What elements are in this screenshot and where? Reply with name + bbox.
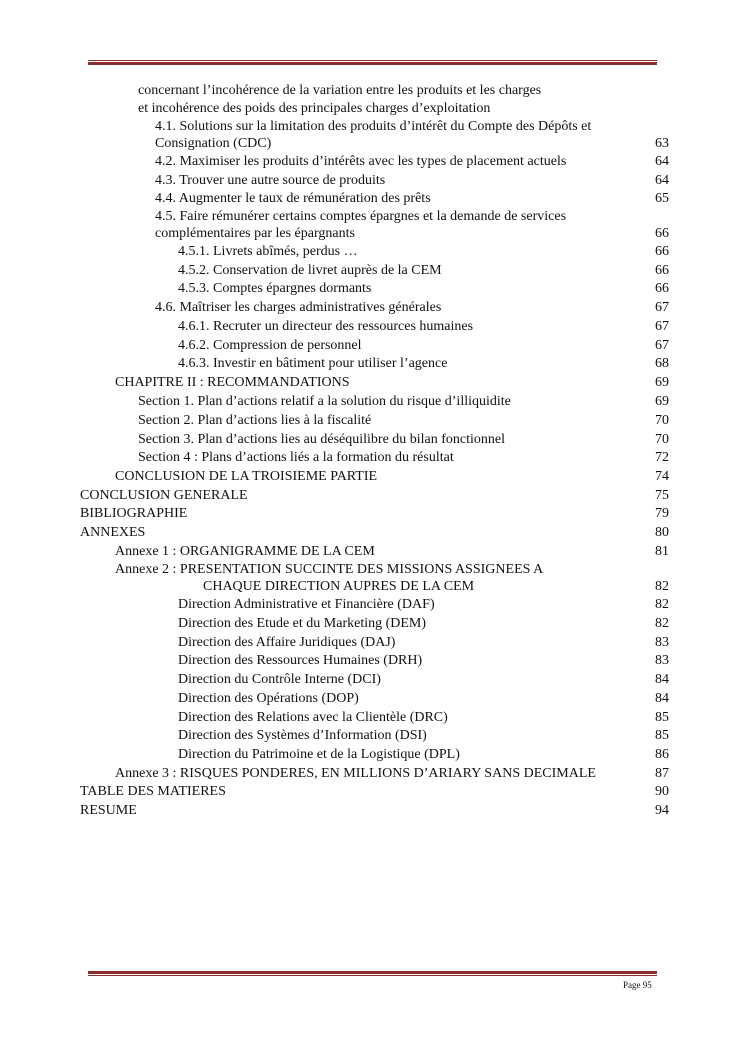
- toc-entry-page: 80: [655, 525, 669, 540]
- toc-entry-page: 66: [655, 281, 669, 296]
- toc-entry-page: 72: [655, 450, 669, 465]
- toc-entry-page: 67: [655, 338, 669, 353]
- toc-entry: [0, 727, 744, 745]
- toc-entry-title: 4.5.3. Comptes épargnes dormants: [178, 281, 372, 296]
- toc-entry-page: 85: [655, 728, 669, 743]
- toc-entry: [0, 596, 744, 614]
- toc-entry-page: 69: [655, 394, 669, 409]
- toc-entry: [0, 487, 744, 505]
- toc-entry-page: 67: [655, 300, 669, 315]
- toc-entry-page: 86: [655, 747, 669, 762]
- toc-entry-title: 4.5. Faire rémunérer certains comptes épargnes et la demande de services: [155, 209, 567, 224]
- toc-entry: [0, 172, 744, 190]
- toc-entry: [0, 578, 744, 596]
- toc-entry: [0, 262, 744, 280]
- toc-entry-page: 66: [655, 226, 669, 241]
- toc-entry-title: CONCLUSION GENERALE: [80, 488, 248, 503]
- toc-entry: [0, 468, 744, 486]
- toc-entry: [0, 505, 744, 523]
- toc-entry-title: TABLE DES MATIERES: [80, 784, 226, 799]
- toc-entry: [0, 746, 744, 764]
- toc-entry-page: 84: [655, 691, 669, 706]
- toc-entry-page: 66: [655, 263, 669, 278]
- toc-entry-title: Direction des Systèmes d’Information (DSI): [178, 728, 427, 743]
- toc-entry: [0, 299, 744, 317]
- toc-entry: [0, 802, 744, 820]
- toc-entry-title: 4.3. Trouver une autre source de produits: [155, 173, 386, 188]
- toc-entry-title: et incohérence des poids des principales charges d’exploitation: [138, 101, 491, 116]
- toc-entry-page: 64: [655, 154, 669, 169]
- toc-entry-page: 94: [655, 803, 669, 818]
- toc-entry-page: 87: [655, 766, 669, 781]
- toc-entry-title: Section 3. Plan d’actions lies au déséquilibre du bilan fonctionnel: [138, 432, 506, 447]
- toc-entry: [0, 280, 744, 298]
- toc-entry-title: 4.4. Augmenter le taux de rémunération des prêts: [155, 191, 431, 206]
- toc-entry-page: 85: [655, 710, 669, 725]
- toc-entry-title: 4.6.3. Investir en bâtiment pour utiliser l’agence: [178, 356, 448, 371]
- toc-entry-title: BIBLIOGRAPHIE: [80, 506, 188, 521]
- toc-entry-title: concernant l’incohérence de la variation entre les produits et les charges: [138, 83, 542, 98]
- page-number: Page 95: [623, 980, 652, 990]
- toc-entry: [0, 449, 744, 467]
- toc-entry-page: 79: [655, 506, 669, 521]
- toc-entry: [0, 690, 744, 708]
- toc-entry: [0, 135, 744, 153]
- toc-entry: [0, 765, 744, 783]
- toc-entry: [0, 524, 744, 542]
- toc-entry: [0, 337, 744, 355]
- toc-entry-page: 69: [655, 375, 669, 390]
- toc-entry-title: Annexe 2 : PRESENTATION SUCCINTE DES MISSIONS ASSIGNEES A: [115, 562, 544, 577]
- toc-entry-title: CHAPITRE II : RECOMMANDATIONS: [115, 375, 350, 390]
- toc-entry-page: 84: [655, 672, 669, 687]
- toc-entry: [0, 153, 744, 171]
- toc-entry-title: 4.5.1. Livrets abîmés, perdus …: [178, 244, 358, 259]
- toc-entry-title: complémentaires par les épargnants: [155, 226, 355, 241]
- toc-entry-title: 4.6.2. Compression de personnel: [178, 338, 362, 353]
- toc-entry-title: Direction du Patrimoine et de la Logistique (DPL): [178, 747, 460, 762]
- toc-entry: [0, 634, 744, 652]
- toc-entry: [0, 374, 744, 392]
- toc-entry: [0, 225, 744, 243]
- toc-entry-page: 70: [655, 413, 669, 428]
- toc-entry-page: 66: [655, 244, 669, 259]
- toc-entry: [0, 318, 744, 336]
- toc-entry: [0, 118, 744, 136]
- toc-entry-title: Annexe 3 : RISQUES PONDERES, EN MILLIONS D’ARIARY SANS DECIMALE: [115, 766, 596, 781]
- toc-entry-title: 4.6.1. Recruter un directeur des ressources humaines: [178, 319, 474, 334]
- toc-entry-title: Direction des Ressources Humaines (DRH): [178, 653, 423, 668]
- toc-entry-title: RESUME: [80, 803, 137, 818]
- toc-entry: [0, 671, 744, 689]
- toc-entry-page: 67: [655, 319, 669, 334]
- toc-entry-title: 4.2. Maximiser les produits d’intérêts avec les types de placement actuels: [155, 154, 567, 169]
- toc-entry: [0, 190, 744, 208]
- toc-entry: [0, 783, 744, 801]
- toc-entry-title: 4.6. Maîtriser les charges administratives générales: [155, 300, 442, 315]
- toc-entry-title: Section 2. Plan d’actions lies à la fiscalité: [138, 413, 372, 428]
- toc-entry-title: Direction du Contrôle Interne (DCI): [178, 672, 381, 687]
- toc-entry: [0, 393, 744, 411]
- toc-entry: [0, 82, 744, 100]
- toc-entry-title: Direction Administrative et Financière (DAF): [178, 597, 435, 612]
- toc-entry-title: Section 4 : Plans d’actions liés a la formation du résultat: [138, 450, 454, 465]
- footer-rule: [88, 971, 657, 976]
- toc-entry-page: 74: [655, 469, 669, 484]
- toc-entry-page: 68: [655, 356, 669, 371]
- toc-entry-title: Annexe 1 : ORGANIGRAMME DE LA CEM: [115, 544, 375, 559]
- toc-entry-page: 75: [655, 488, 669, 503]
- toc-entry-title: ANNEXES: [80, 525, 146, 540]
- toc-entry: [0, 412, 744, 430]
- toc-entry-title: 4.1. Solutions sur la limitation des produits d’intérêt du Compte des Dépôts et: [155, 119, 592, 134]
- toc-entry-page: 70: [655, 432, 669, 447]
- toc-entry-page: 82: [655, 597, 669, 612]
- toc-entry-page: 90: [655, 784, 669, 799]
- toc-entry-page: 81: [655, 544, 669, 559]
- toc-entry-page: 83: [655, 635, 669, 650]
- toc-entry-title: Direction des Etude et du Marketing (DEM): [178, 616, 427, 631]
- toc-entry: [0, 431, 744, 449]
- toc-entry-title: Direction des Relations avec la Clientèle (DRC): [178, 710, 448, 725]
- toc-entry-title: Direction des Affaire Juridiques (DAJ): [178, 635, 396, 650]
- toc-entry-page: 83: [655, 653, 669, 668]
- toc-entry: [0, 615, 744, 633]
- toc-entry: [0, 709, 744, 727]
- toc-entry: [0, 100, 744, 118]
- toc-entry-page: 82: [655, 616, 669, 631]
- toc-entry: [0, 543, 744, 561]
- toc-entry-title: Consignation (CDC): [155, 136, 272, 151]
- toc-entry: [0, 243, 744, 261]
- toc-entry-page: 65: [655, 191, 669, 206]
- toc-entry-title: CONCLUSION DE LA TROISIEME PARTIE: [115, 469, 378, 484]
- toc-entry-title: 4.5.2. Conservation de livret auprès de la CEM: [178, 263, 442, 278]
- toc-entry: [0, 355, 744, 373]
- toc-entry-title: CHAQUE DIRECTION AUPRES DE LA CEM: [203, 579, 475, 594]
- toc-entry-title: Section 1. Plan d’actions relatif a la solution du risque d’illiquidite: [138, 394, 511, 409]
- toc-entry: [0, 561, 744, 579]
- toc-entry-page: 82: [655, 579, 669, 594]
- toc-entry: [0, 652, 744, 670]
- toc-entry-title: Direction des Opérations (DOP): [178, 691, 359, 706]
- toc-entry-page: 64: [655, 173, 669, 188]
- toc-entry: [0, 208, 744, 226]
- toc-entry-page: 63: [655, 136, 669, 151]
